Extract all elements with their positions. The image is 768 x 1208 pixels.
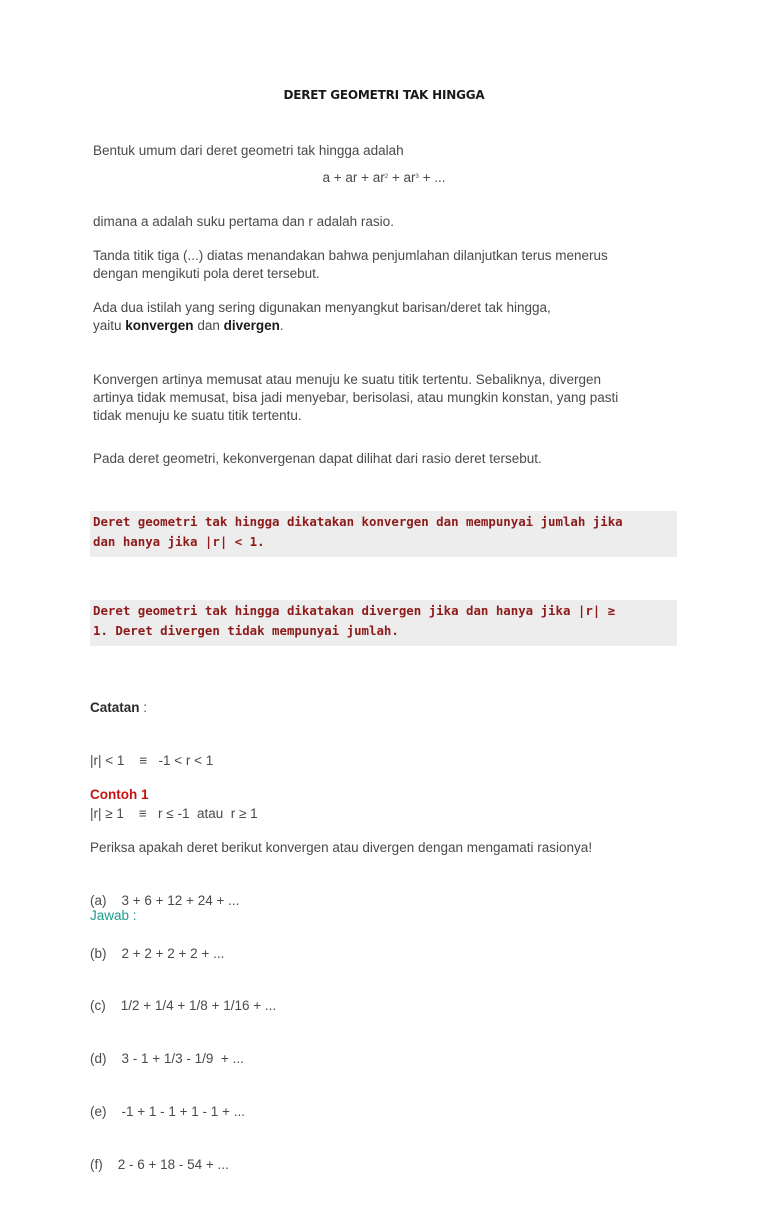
terms-dan: dan	[193, 318, 224, 333]
paragraph-line: Konvergen artinya memusat atau menuju ke suatu titik tertentu. Sebaliknya, divergen	[93, 372, 602, 387]
formula-part: a + ar + ar	[322, 170, 385, 185]
catatan-line: |r| < 1 ≡ -1 < r < 1	[90, 752, 214, 768]
box-line: Deret geometri tak hingga dikatakan divergen jika dan hanya jika |r| ≥	[93, 603, 616, 618]
ellipsis-paragraph	[93, 247, 608, 283]
formula-exponent: 2	[384, 174, 389, 180]
list-item: (b) 2 + 2 + 2 + 2 + ...	[90, 945, 225, 961]
formula-exponent: 3	[415, 174, 419, 180]
paragraph-line: Tanda titik tiga (...) diatas menandakan bahwa penjumlahan dilanjutkan terus menerus	[93, 248, 608, 263]
list-item: (d) 3 - 1 + 1/3 - 1/9 + ...	[90, 1051, 244, 1067]
term-konvergen: konvergen	[125, 318, 194, 333]
catatan-line: |r| ≥ 1 ≡ r ≤ -1 atau r ≥ 1	[90, 805, 258, 821]
list-item: (f) 2 - 6 + 18 - 54 + ...	[90, 1156, 229, 1172]
ratio-note: Pada deret geometri, kekonvergenan dapat dilihat dari rasio deret tersebut.	[93, 451, 542, 466]
contoh-section	[90, 751, 592, 1208]
catatan-colon: :	[139, 700, 148, 716]
catatan-heading	[90, 699, 258, 717]
paragraph-line: Ada dua istilah yang sering digunakan menyangkut barisan/deret tak hingga,	[93, 300, 551, 315]
box-line: Deret geometri tak hingga dikatakan konvergen dan mempunyai jumlah jika	[93, 514, 623, 529]
paragraph-line	[93, 317, 551, 335]
contoh-heading: Contoh 1	[90, 787, 149, 803]
list-item: (e) -1 + 1 - 1 + 1 - 1 + ...	[90, 1103, 245, 1119]
paragraph-line: dengan mengikuti pola deret tersebut.	[93, 266, 320, 281]
box-line: dan hanya jika |r| < 1.	[93, 534, 265, 549]
term-divergen: divergen	[223, 318, 280, 333]
divergen-definition-box	[90, 600, 677, 646]
konvergen-definition-box	[90, 511, 677, 557]
paragraph-line: artinya tidak memusat, bisa jadi menyebar, berisolasi, atau mungkin konstan, yang pasti	[93, 390, 619, 405]
general-formula	[0, 170, 768, 185]
paragraph-line: tidak menuju ke suatu titik tertentu.	[93, 408, 302, 423]
jawab-label: Jawab :	[90, 908, 137, 923]
terms-paragraph	[93, 299, 551, 335]
terms-prefix: yaitu	[93, 318, 126, 333]
meaning-paragraph	[93, 371, 618, 425]
list-item: (a) 3 + 6 + 12 + 24 + ...	[90, 892, 240, 908]
formula-part: + ar	[388, 170, 416, 185]
box-line: 1. Deret divergen tidak mempunyai jumlah.	[93, 623, 399, 638]
definition-text: dimana a adalah suku pertama dan r adalah rasio.	[93, 214, 394, 229]
terms-suffix: .	[279, 318, 284, 333]
contoh-question: Periksa apakah deret berikut konvergen atau divergen dengan mengamati rasionya!	[90, 839, 593, 855]
page-title: DERET GEOMETRI TAK HINGGA	[283, 88, 485, 102]
intro-text: Bentuk umum dari deret geometri tak hingga adalah	[93, 143, 404, 158]
catatan-label: Catatan	[90, 700, 140, 716]
list-item: (c) 1/2 + 1/4 + 1/8 + 1/16 + ...	[90, 998, 277, 1014]
formula-part: + ...	[418, 170, 446, 185]
